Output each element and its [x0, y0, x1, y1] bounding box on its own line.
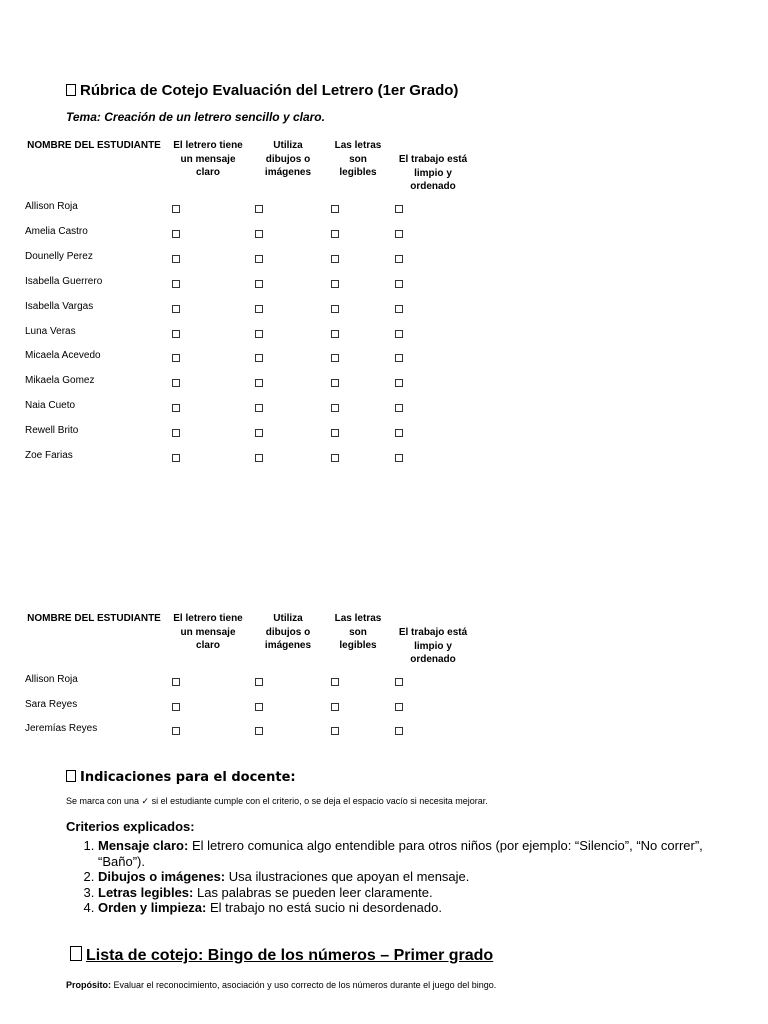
bingo-title-text: Lista de cotejo: Bingo de los números – Primer grado — [86, 947, 494, 964]
criteria-item — [98, 838, 738, 869]
criteria-checkbox[interactable] — [395, 205, 403, 213]
header-clean-work — [392, 153, 474, 194]
criteria-checkbox[interactable] — [255, 727, 263, 735]
criteria-checkbox[interactable] — [395, 429, 403, 437]
criteria-checkbox[interactable] — [255, 255, 263, 263]
criteria-checkbox[interactable] — [172, 255, 180, 263]
criteria-checkbox[interactable] — [331, 727, 339, 735]
student-name: Naia Cueto — [25, 400, 76, 412]
header-student-name: NOMBRE DEL ESTUDIANTE — [27, 140, 161, 151]
header-line: El letrero tiene — [173, 140, 243, 151]
criteria-checkbox[interactable] — [331, 354, 339, 362]
header-line: Las letras — [334, 140, 382, 151]
header-line: ordenado — [410, 654, 456, 665]
student-name: Dounelly Perez — [25, 250, 93, 262]
header-line: imágenes — [264, 167, 312, 178]
criteria-checkbox[interactable] — [331, 454, 339, 462]
student-name: Micaela Acevedo — [25, 350, 101, 362]
header-line: Utiliza — [273, 140, 303, 151]
header-line: ordenado — [410, 181, 456, 192]
header-line: legibles — [339, 167, 377, 178]
student-name: Isabella Guerrero — [25, 275, 103, 287]
criteria-checkbox[interactable] — [172, 379, 180, 387]
clipboard-icon — [66, 84, 76, 96]
criteria-checkbox[interactable] — [255, 305, 263, 313]
criteria-checkbox[interactable] — [255, 429, 263, 437]
criteria-checkbox[interactable] — [395, 379, 403, 387]
checklist-icon — [70, 946, 82, 961]
criteria-checkbox[interactable] — [172, 305, 180, 313]
criteria-heading: Criterios explicados: — [66, 819, 195, 834]
student-name: Jeremías Reyes — [25, 723, 98, 734]
criteria-checkbox[interactable] — [255, 230, 263, 238]
criteria-desc: El trabajo no está sucio ni desordenado. — [206, 900, 442, 915]
criteria-checkbox[interactable] — [255, 678, 263, 686]
header-line: El trabajo está — [398, 627, 468, 638]
criteria-checkbox[interactable] — [172, 454, 180, 462]
header-line: son — [349, 626, 367, 638]
header-line: un mensaje — [180, 153, 236, 165]
purpose-text: Evaluar el reconocimiento, asociación y uso correcto de los números durante el juego del bingo. — [111, 980, 497, 990]
header-line: Utiliza — [273, 613, 303, 624]
student-name: Rewell Brito — [25, 425, 79, 437]
criteria-desc: Las palabras se pueden leer claramente. — [193, 884, 433, 900]
header-line: claro — [196, 640, 220, 651]
header-line: son — [349, 153, 367, 165]
header-line: dibujos o — [265, 153, 311, 165]
criteria-checkbox[interactable] — [172, 678, 180, 686]
criteria-term: Dibujos o imágenes: — [98, 869, 226, 884]
header-line: El letrero tiene — [173, 613, 243, 624]
criteria-term: Mensaje claro: — [98, 838, 189, 853]
header-drawings — [256, 139, 320, 180]
criteria-checkbox[interactable] — [172, 330, 180, 338]
student-name: Sara Reyes — [25, 698, 78, 710]
criteria-desc: Usa ilustraciones que apoyan el mensaje. — [225, 869, 470, 884]
document-title-text: Rúbrica de Cotejo Evaluación del Letrero (1er Grado) — [80, 82, 459, 99]
criteria-checkbox[interactable] — [395, 703, 403, 711]
bingo-purpose — [66, 980, 496, 990]
criteria-checkbox[interactable] — [395, 727, 403, 735]
criteria-checkbox[interactable] — [255, 404, 263, 412]
header-line: legibles — [339, 640, 377, 651]
header-line: limpio y — [414, 640, 452, 652]
student-name: Amelia Castro — [25, 225, 88, 237]
criteria-checkbox[interactable] — [395, 330, 403, 338]
student-name: Allison Roja — [25, 674, 78, 685]
criteria-checkbox[interactable] — [255, 205, 263, 213]
criteria-checkbox[interactable] — [331, 255, 339, 263]
criteria-checkbox[interactable] — [395, 454, 403, 462]
header-legible-letters — [326, 139, 390, 180]
header-clear-message — [166, 612, 250, 653]
criteria-checkbox[interactable] — [172, 429, 180, 437]
criteria-checkbox[interactable] — [395, 305, 403, 313]
criteria-term: Orden y limpieza: — [98, 900, 207, 915]
theme-line: Tema: Creación de un letrero sencillo y claro. — [66, 110, 325, 124]
teacher-instructions-heading — [66, 770, 296, 785]
criteria-checkbox[interactable] — [395, 255, 403, 263]
criteria-checkbox[interactable] — [172, 230, 180, 238]
criteria-checkbox[interactable] — [395, 404, 403, 412]
criteria-checkbox[interactable] — [255, 280, 263, 288]
header-clear-message — [166, 139, 250, 180]
header-drawings — [256, 612, 320, 653]
criteria-checkbox[interactable] — [331, 330, 339, 338]
criteria-checkbox[interactable] — [255, 379, 263, 387]
criteria-checkbox[interactable] — [331, 379, 339, 387]
criteria-checkbox[interactable] — [395, 678, 403, 686]
document-title — [66, 82, 458, 99]
criteria-list — [66, 838, 738, 916]
criteria-checkbox[interactable] — [331, 429, 339, 437]
criteria-checkbox[interactable] — [255, 703, 263, 711]
student-name: Mikaela Gomez — [25, 375, 95, 387]
header-clean-work — [392, 626, 474, 667]
criteria-checkbox[interactable] — [395, 230, 403, 238]
criteria-checkbox[interactable] — [331, 205, 339, 213]
purpose-label: Propósito: — [66, 980, 111, 990]
criteria-checkbox[interactable] — [172, 727, 180, 735]
criteria-checkbox[interactable] — [255, 454, 263, 462]
criteria-item — [98, 869, 738, 885]
criteria-checkbox[interactable] — [172, 404, 180, 412]
student-name: Luna Veras — [25, 325, 76, 337]
teacher-heading-text: Indicaciones para el docente: — [80, 770, 296, 785]
header-line: un mensaje — [180, 626, 236, 638]
criteria-checkbox[interactable] — [331, 703, 339, 711]
criteria-checkbox[interactable] — [172, 354, 180, 362]
criteria-checkbox[interactable] — [172, 280, 180, 288]
header-line: Las letras — [334, 613, 382, 624]
bingo-title — [70, 946, 493, 965]
criteria-checkbox[interactable] — [395, 280, 403, 288]
student-name: Allison Roja — [25, 201, 78, 212]
criteria-desc: El letrero comunica algo entendible para otros niños (por ejemplo: “Silencio”, “No correr”, “Baño”). — [98, 838, 703, 869]
teacher-note: Se marca con una ✓ si el estudiante cumple con el criterio, o se deja el espacio vacío si necesita mejorar. — [66, 796, 488, 806]
criteria-checkbox[interactable] — [172, 703, 180, 711]
student-name: Zoe Farias — [25, 450, 73, 461]
criteria-item — [98, 900, 738, 916]
criteria-term: Letras legibles: — [98, 884, 194, 900]
header-line: claro — [196, 167, 220, 178]
criteria-checkbox[interactable] — [395, 354, 403, 362]
criteria-checkbox[interactable] — [331, 404, 339, 412]
criteria-checkbox[interactable] — [331, 280, 339, 288]
student-name: Isabella Vargas — [25, 300, 94, 312]
header-line: El trabajo está — [398, 154, 468, 165]
criteria-item — [98, 885, 738, 901]
header-line: dibujos o — [265, 626, 311, 638]
criteria-checkbox[interactable] — [331, 305, 339, 313]
note-icon — [66, 770, 76, 782]
header-line: limpio y — [414, 167, 452, 179]
header-legible-letters — [326, 612, 390, 653]
criteria-checkbox[interactable] — [255, 330, 263, 338]
criteria-checkbox[interactable] — [331, 678, 339, 686]
header-line: imágenes — [264, 640, 312, 651]
header-student-name: NOMBRE DEL ESTUDIANTE — [27, 613, 161, 624]
criteria-checkbox[interactable] — [172, 205, 180, 213]
criteria-checkbox[interactable] — [331, 230, 339, 238]
criteria-checkbox[interactable] — [255, 354, 263, 362]
